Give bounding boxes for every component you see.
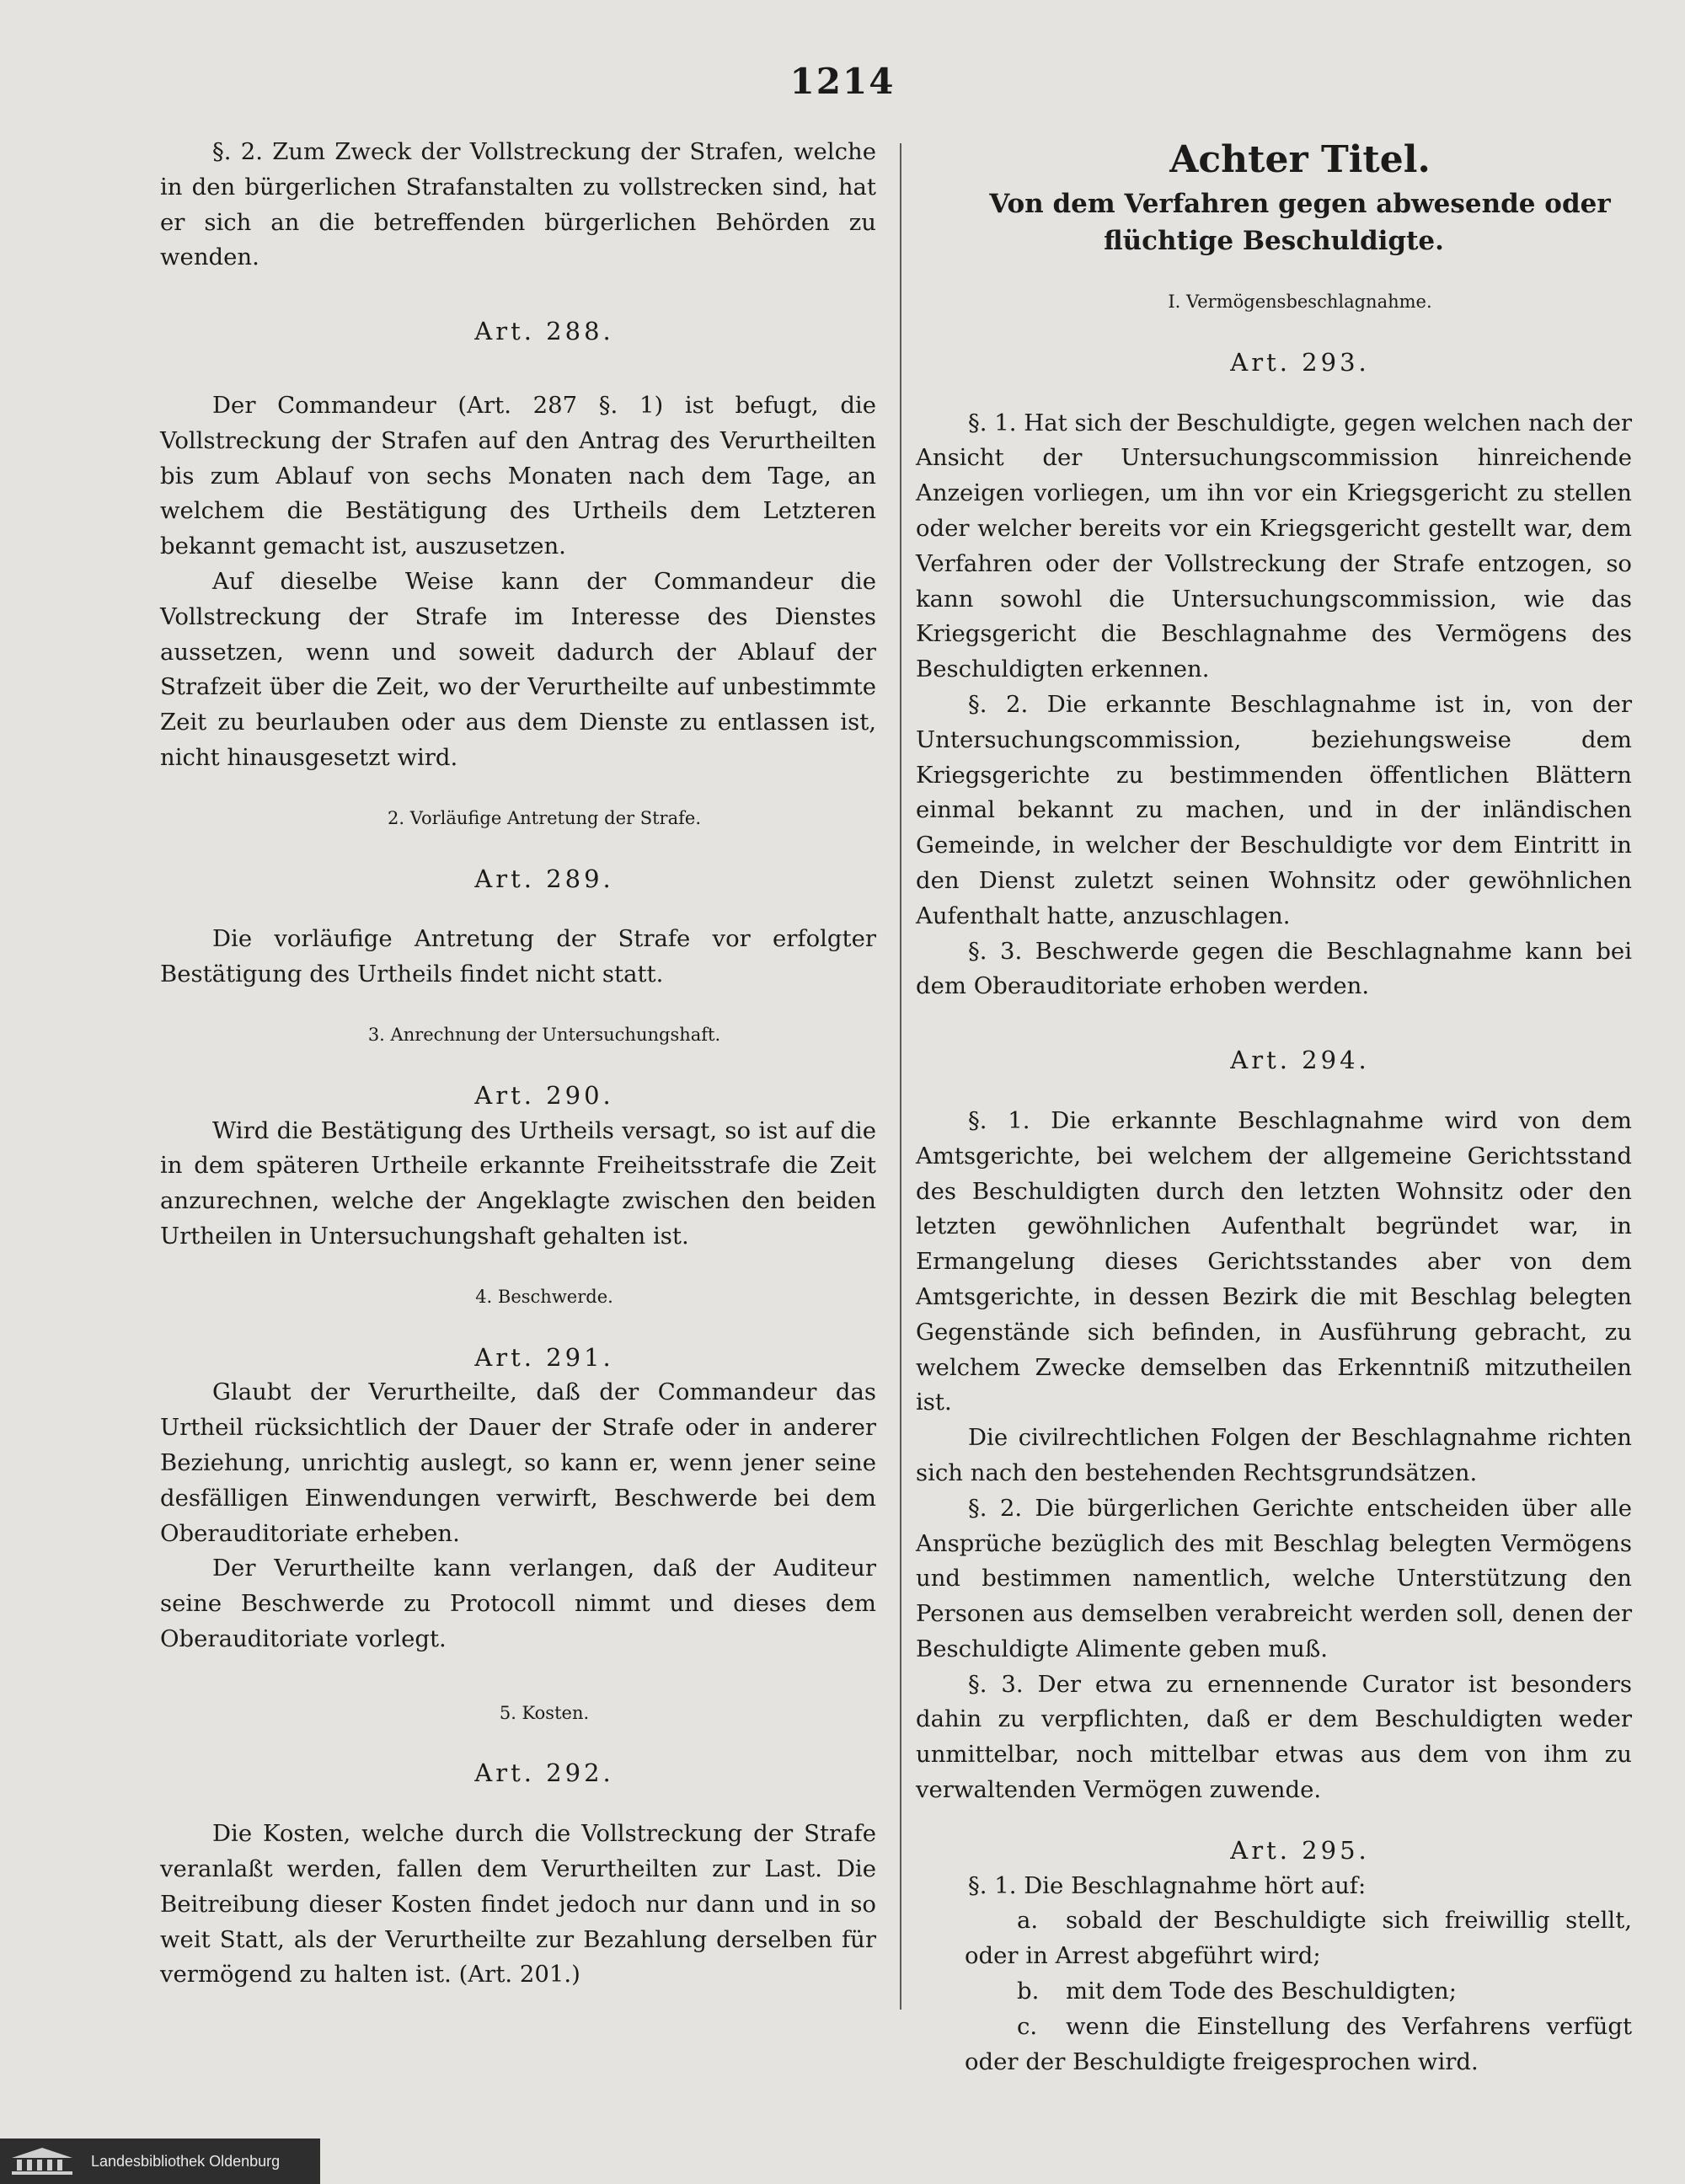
paragraph-right-3: §. 3. Beschwerde gegen die Beschlagnahme kann bei dem Oberauditoriate erhoben werden. <box>916 937 1632 1000</box>
paragraph-right-4: §. 1. Die erkannte Beschlagnahme wird von dem Amtsgerichte, bei welchem der allgemeine Gerichtsstand des Beschuldigten durch den letzten Wohnsitz oder den letzten gewöhnlichen Aufenthalt begründet war, in Ermangelung dieses Gerichtsstandes aber von dem Amtsgerichte, in dessen Bezirk die mit Beschlag belegten Gegenstände sich befinden, in Ausführung gebracht, zu welchem Zwecke demselben das Erkenntniß mitzutheilen ist. <box>916 1106 1632 1416</box>
list-item-a: a. sobald der Beschuldigte sich freiwillig stellt, oder in Arrest abgeführt wird; <box>965 1907 1632 1970</box>
paragraph-right-6: §. 2. Die bürgerlichen Gerichte entscheiden über alle Ansprüche bezüglich des mit Beschlag belegten Vermögens und bestimmen namentlich, welche Unterstützung den Personen aus demselben verabreicht werden soll, denen der Beschuldigte Alimente geben muß. <box>916 1494 1632 1662</box>
subheading-anrechnung: 3. Anrechnung der Untersuchungshaft. <box>367 1024 721 1045</box>
article-heading-294: Art. 294. <box>1230 1046 1370 1075</box>
paragraph-right-7: §. 3. Der etwa zu ernennende Curator ist besonders dahin zu verpflichten, daß er dem Beschuldigten weder unmittelbar, noch mittelbar etwas aus dem von ihm zu verwaltenden Vermögen zuwende. <box>916 1670 1632 1804</box>
paragraph-right-5: Die civilrechtlichen Folgen der Beschlagnahme richten sich nach den bestehenden Rechtsgrundsätzen. <box>916 1424 1632 1486</box>
paragraph-left-1: §. 2. Zum Zweck der Vollstreckung der Strafen, welche in den bürgerlichen Strafanstalten zu vollstrecken sind, hat er sich an die betreffenden bürgerlichen Behörden zu wenden. <box>160 138 876 271</box>
paragraph-right-8: §. 1. Die Beschlagnahme hört auf: <box>968 1871 1367 1899</box>
article-heading-292: Art. 292. <box>474 1758 614 1788</box>
article-heading-293: Art. 293. <box>1230 347 1370 377</box>
article-heading-295: Art. 295. <box>1230 1835 1370 1865</box>
column-divider <box>900 143 901 2010</box>
article-heading-291: Art. 291. <box>474 1342 614 1372</box>
paragraph-left-6: Glaubt der Verurtheilte, daß der Commandeur das Urtheil rücksichtlich der Dauer der Strafe oder in anderer Beziehung, unrichtig auslegt, so kann er, wenn jener seine desfälligen Einwendungen verwirft, Beschwerde bei dem Oberauditoriate erheben. <box>160 1378 876 1547</box>
library-name: Landesbibliothek Oldenburg <box>91 2152 281 2170</box>
paragraph-left-3: Auf dieselbe Weise kann der Commandeur die Vollstreckung der Strafe im Interesse des Dienstes aussetzen, wenn und soweit dadurch der Ablauf der Strafzeit über die Zeit, wo der Verurtheilte auf unbestimmte Zeit zu beurlauben oder aus dem Dienste zu entlassen ist, nicht hinausgesetzt wird. <box>160 567 876 771</box>
article-heading-288: Art. 288. <box>474 317 614 346</box>
paragraph-left-4: Die vorläufige Antretung der Strafe vor erfolgter Bestätigung des Urtheils findet nicht statt. <box>160 925 876 988</box>
article-heading-289: Art. 289. <box>474 864 614 893</box>
paragraph-right-2: §. 2. Die erkannte Beschlagnahme ist in, von der Untersuchungscommission, beziehungsweise dem Kriegsgerichte zu bestimmenden öffentlichen Blättern einmal bekannt zu machen, und in der inländischen Gemeinde, in welcher der Beschuldigte vor dem Eintritt in den Dienst zuletzt seinen Wohnsitz oder gewöhnlichen Aufenthalt hatte, anzuschlagen. <box>916 690 1632 929</box>
paragraph-left-5: Wird die Bestätigung des Urtheils versagt, so ist auf die in dem späteren Urtheile erkannte Freiheitsstrafe die Zeit anzurechnen, welche der Angeklagte zwischen den beiden Urtheilen in Untersuchungshaft gehalten ist. <box>160 1116 876 1250</box>
title-subheading: Von dem Verfahren gegen abwesende oder flüchtige Beschuldigte. <box>989 189 1611 256</box>
article-heading-290: Art. 290. <box>474 1080 614 1110</box>
page-number: 1214 <box>789 61 896 102</box>
right-column <box>916 135 1632 2080</box>
subheading-vorlaeufige-antretung: 2. Vorläufige Antretung der Strafe. <box>388 807 701 828</box>
section-heading-vermoegensbeschlagnahme: I. Vermögensbeschlagnahme. <box>1168 292 1432 312</box>
library-footer <box>0 2138 320 2184</box>
paragraph-left-7: Der Verurtheilte kann verlangen, daß der Auditeur seine Beschwerde zu Protocoll nimmt und dieses dem Oberauditoriate vorlegt. <box>160 1555 876 1652</box>
subheading-beschwerde: 4. Beschwerde. <box>475 1286 613 1307</box>
library-building-icon <box>0 2138 84 2184</box>
left-column <box>160 135 876 1993</box>
paragraph-left-2: Der Commandeur (Art. 287 §. 1) ist befugt, die Vollstreckung der Strafen auf den Antrag des Verurtheilten bis zum Ablauf von sechs Monaten nach dem Tage, an welchem die Bestätigung des Urtheils dem Letzteren bekannt gemacht ist, auszusetzen. <box>160 391 876 560</box>
subheading-kosten: 5. Kosten. <box>499 1702 590 1723</box>
paragraph-right-1: §. 1. Hat sich der Beschuldigte, gegen welchen nach der Ansicht der Untersuchungscommission hinreichende Anzeigen vorliegen, um ihn vor ein Kriegsgericht zu stellen oder welcher bereits vor ein Kriegsgericht gestellt war, dem Verfahren oder der Vollstreckung der Strafe entzogen, so kann sowohl die Untersuchungscommission, wie das Kriegsgericht die Beschlagnahme des Vermögens des Beschuldigten erkennen. <box>916 409 1632 683</box>
title-heading: Achter Titel. <box>1169 138 1431 181</box>
list-item-b: b. mit dem Tode des Beschuldigten; <box>1017 1978 1457 2005</box>
paragraph-left-8: Die Kosten, welche durch die Vollstreckung der Strafe veranlaßt werden, fallen dem Verurtheilten zur Last. Die Beitreibung dieser Kosten findet jedoch nur dann und in so weit Statt, als der Verurtheilte zur Bezahlung derselben für vermögend zu halten ist. (Art. 201.) <box>160 1820 876 1989</box>
list-item-c: c. wenn die Einstellung des Verfahrens verfügt oder der Beschuldigte freigesprochen wird. <box>965 2012 1632 2075</box>
